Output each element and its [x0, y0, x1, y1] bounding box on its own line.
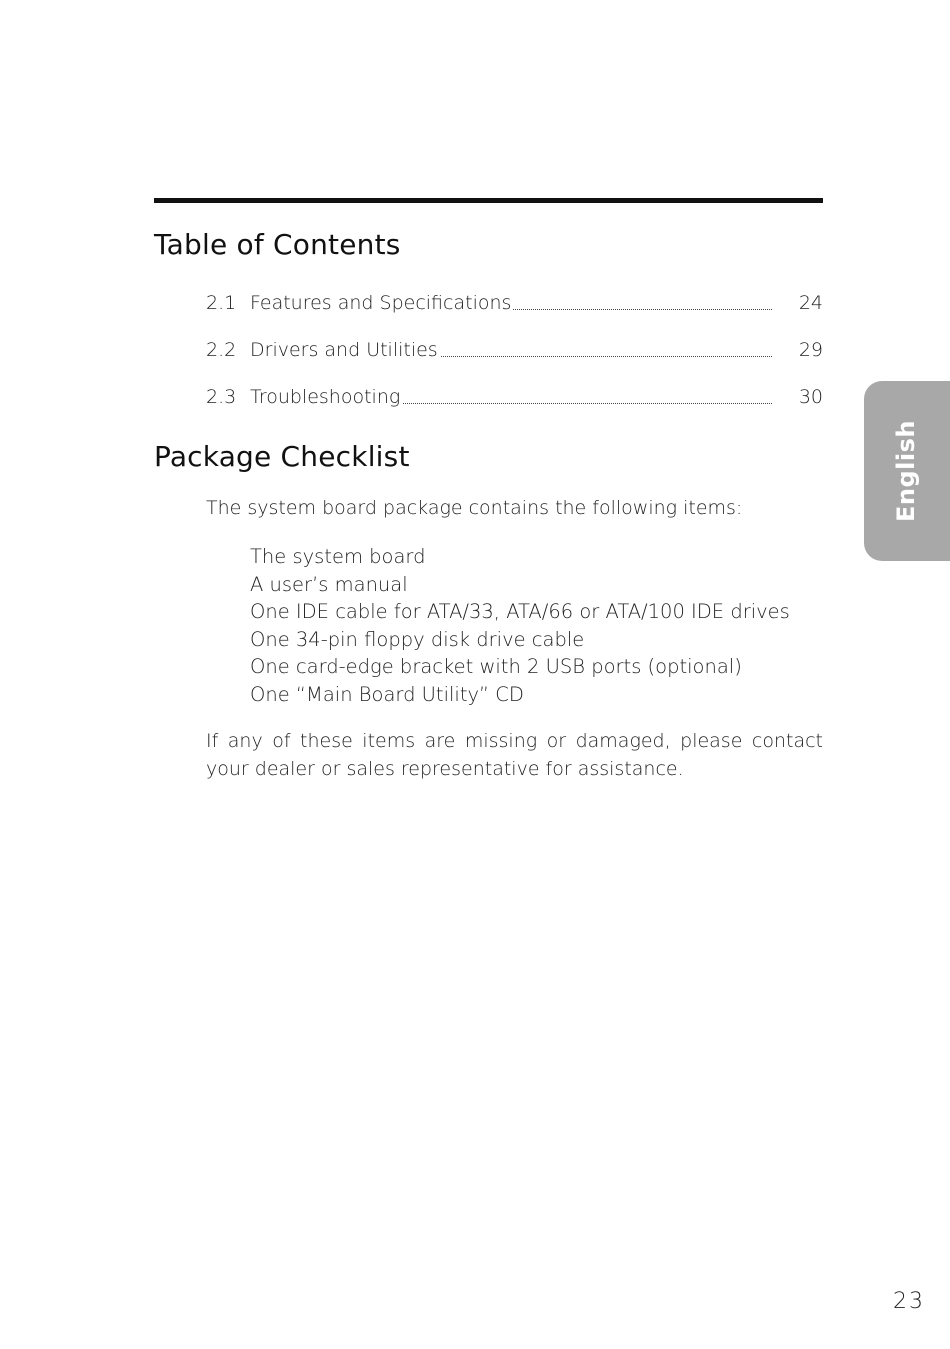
table-of-contents	[206, 292, 823, 433]
page-number: 23	[893, 1289, 925, 1314]
toc-entry-number: 2.3	[206, 386, 237, 408]
package-intro: The system board package contains the following items:	[206, 497, 743, 519]
toc-entry-page: 29	[798, 339, 823, 361]
language-tab[interactable]	[864, 381, 950, 561]
toc-heading: Table of Contents	[154, 228, 401, 261]
toc-entry[interactable]	[206, 386, 823, 433]
toc-entry-number: 2.2	[206, 339, 237, 361]
toc-entry-page: 24	[798, 292, 823, 314]
package-closing-note: If any of these items are missing or damaged, please contact your dealer or sales representative for assistance.	[206, 730, 823, 780]
list-item: One card-edge bracket with 2 USB ports (optional)	[250, 655, 742, 679]
toc-entry-label-wrap	[250, 386, 772, 408]
toc-entry[interactable]	[206, 339, 823, 386]
toc-entry-label: Features and Specifications	[250, 292, 512, 314]
toc-entry-label-wrap	[250, 339, 772, 361]
language-tab-label: English	[892, 420, 920, 522]
toc-entry-label: Drivers and Utilities	[250, 339, 438, 361]
list-item: One “Main Board Utility” CD	[250, 682, 524, 706]
list-item: One IDE cable for ATA/33, ATA/66 or ATA/100 IDE drives	[250, 600, 790, 624]
section-rule	[154, 198, 823, 203]
list-item: One 34-pin floppy disk drive cable	[250, 627, 585, 651]
toc-entry-label: Troubleshooting	[250, 386, 401, 408]
toc-entry-page: 30	[798, 386, 823, 408]
toc-entry-label-wrap	[250, 292, 772, 314]
toc-entry-number: 2.1	[206, 292, 237, 314]
list-item: The system board	[250, 545, 426, 568]
toc-entry[interactable]	[206, 292, 823, 339]
package-item-list	[250, 543, 790, 709]
list-item: A user’s manual	[250, 572, 408, 596]
package-checklist-heading: Package Checklist	[154, 440, 410, 473]
